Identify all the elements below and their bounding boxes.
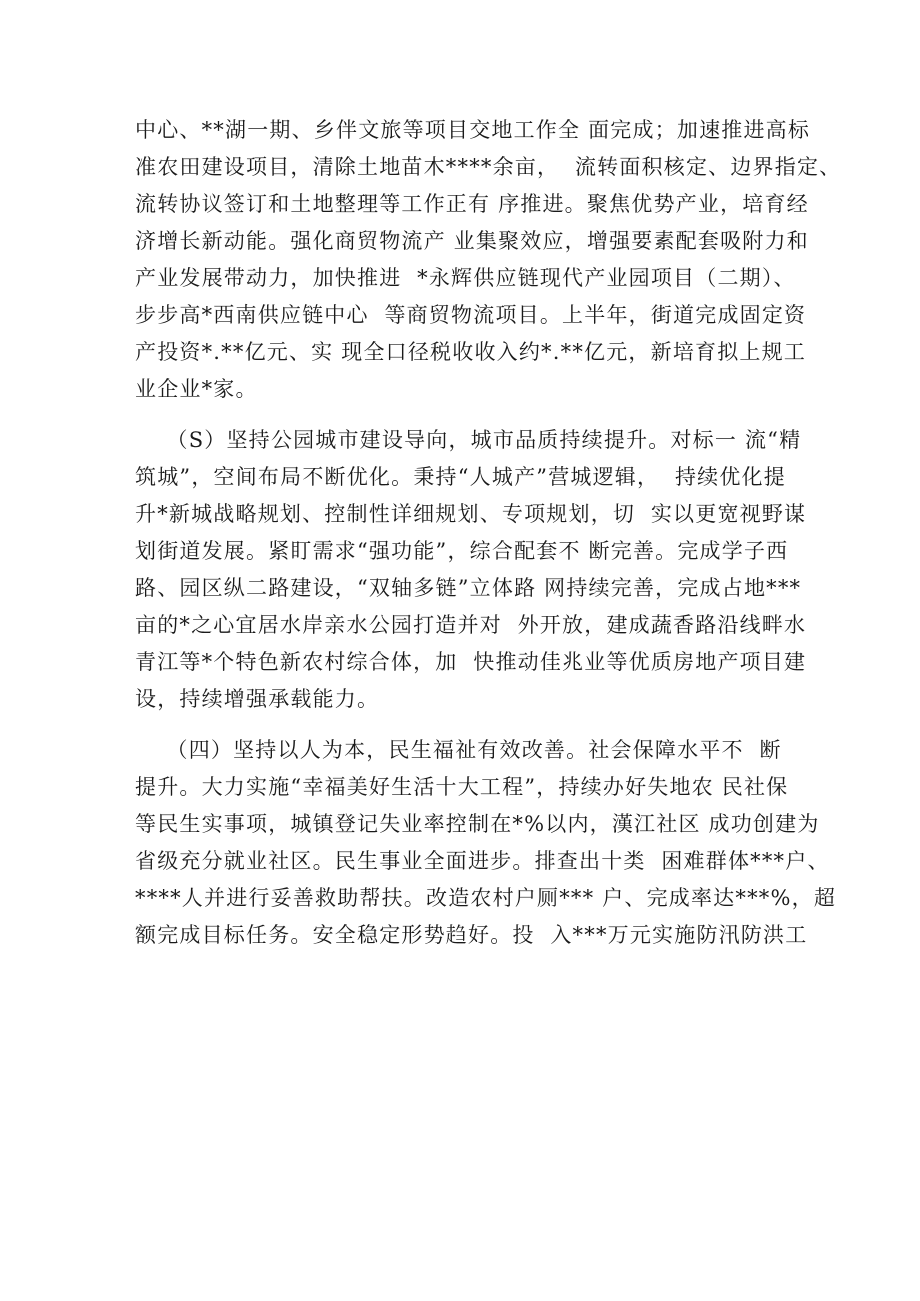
paragraph-economy [135, 112, 842, 408]
text-line: 准农田建设项目，清除土地苗木****余亩， 流转面积核定、边界指定、 [135, 155, 842, 179]
text-line: 设，持续增强承载能力。 [135, 687, 380, 711]
text-line: 等民生实事项，城镇登记失业率控制在*%以内，漢江社区 成功创建为 [135, 812, 820, 836]
text-line: 青江等*个特色新农村综合体，加 快推动佳兆业等优质房地产项目建 [135, 650, 807, 674]
text-line: 流转协议签订和土地整理等工作正有 序推进。聚焦优势产业，培育经 [135, 192, 809, 216]
text-line: 提升。大力实施“幸福美好生活十大工程”，持续办好失地农 民社保 [135, 775, 789, 799]
text-line: 步步高*西南供应链中心 等商贸物流项目。上半年，街道完成固定资 [135, 303, 807, 327]
text-line: 中心、**湖一期、乡伴文旅等项目交地工作全 面完成；加速推进高标 [135, 118, 811, 142]
text-line: 济增长新动能。强化商贸物流产 业集聚效应，增强要素配套吸附力和 [135, 229, 809, 253]
text-line: 业企业*家。 [135, 377, 258, 401]
text-line: 路、园区纵二路建设，“双轴多链”立体路 网持续完善，完成占地*** [135, 576, 802, 600]
text-line: （四）坚持以人为本，民生福祉有效改善。社会保障水平不 断 [135, 738, 782, 762]
paragraph-livelihood [135, 732, 837, 954]
paragraph-spacer [135, 408, 790, 422]
paragraph-spacer [135, 718, 790, 732]
text-line: （S）坚持公园城市建设导向，城市品质持续提升。对标一 流“精 [135, 428, 802, 452]
paragraph-city [135, 422, 807, 718]
text-line: 筑城”，空间布局不断优化。秉持“人城产”营城逻辑， 持续优化提 [135, 465, 786, 489]
text-line: 升*新城战略规划、控制性详细规划、专项规划，切 实以更宽视野谋 [135, 502, 807, 526]
text-line: 亩的*之心宜居水岸亲水公园打造并对 外开放，建成蔬香路沿线畔水 [135, 613, 807, 637]
document-body [135, 112, 842, 954]
text-line: 省级充分就业社区。民生事业全面进步。排查出十类 困难群体***户、 [135, 849, 830, 873]
text-line: 额完成目标任务。安全稳定形势趋好。投 入***万元实施防汛防洪工 [135, 923, 808, 947]
text-line: ****人并进行妥善救助帮扶。改造农村户厕*** 户、完成率达***%，超 [135, 886, 837, 910]
text-line: 产业发展带动力，加快推进 *永辉供应链现代产业园项目（二期）、 [135, 266, 796, 290]
text-line: 划街道发展。紧盯需求“强功能”，综合配套不 断完善。完成学子西 [135, 539, 789, 563]
text-line: 产投资*.**亿元、实 现全口径税收收入约*.**亿元，新培育拟上规工 [135, 340, 807, 364]
